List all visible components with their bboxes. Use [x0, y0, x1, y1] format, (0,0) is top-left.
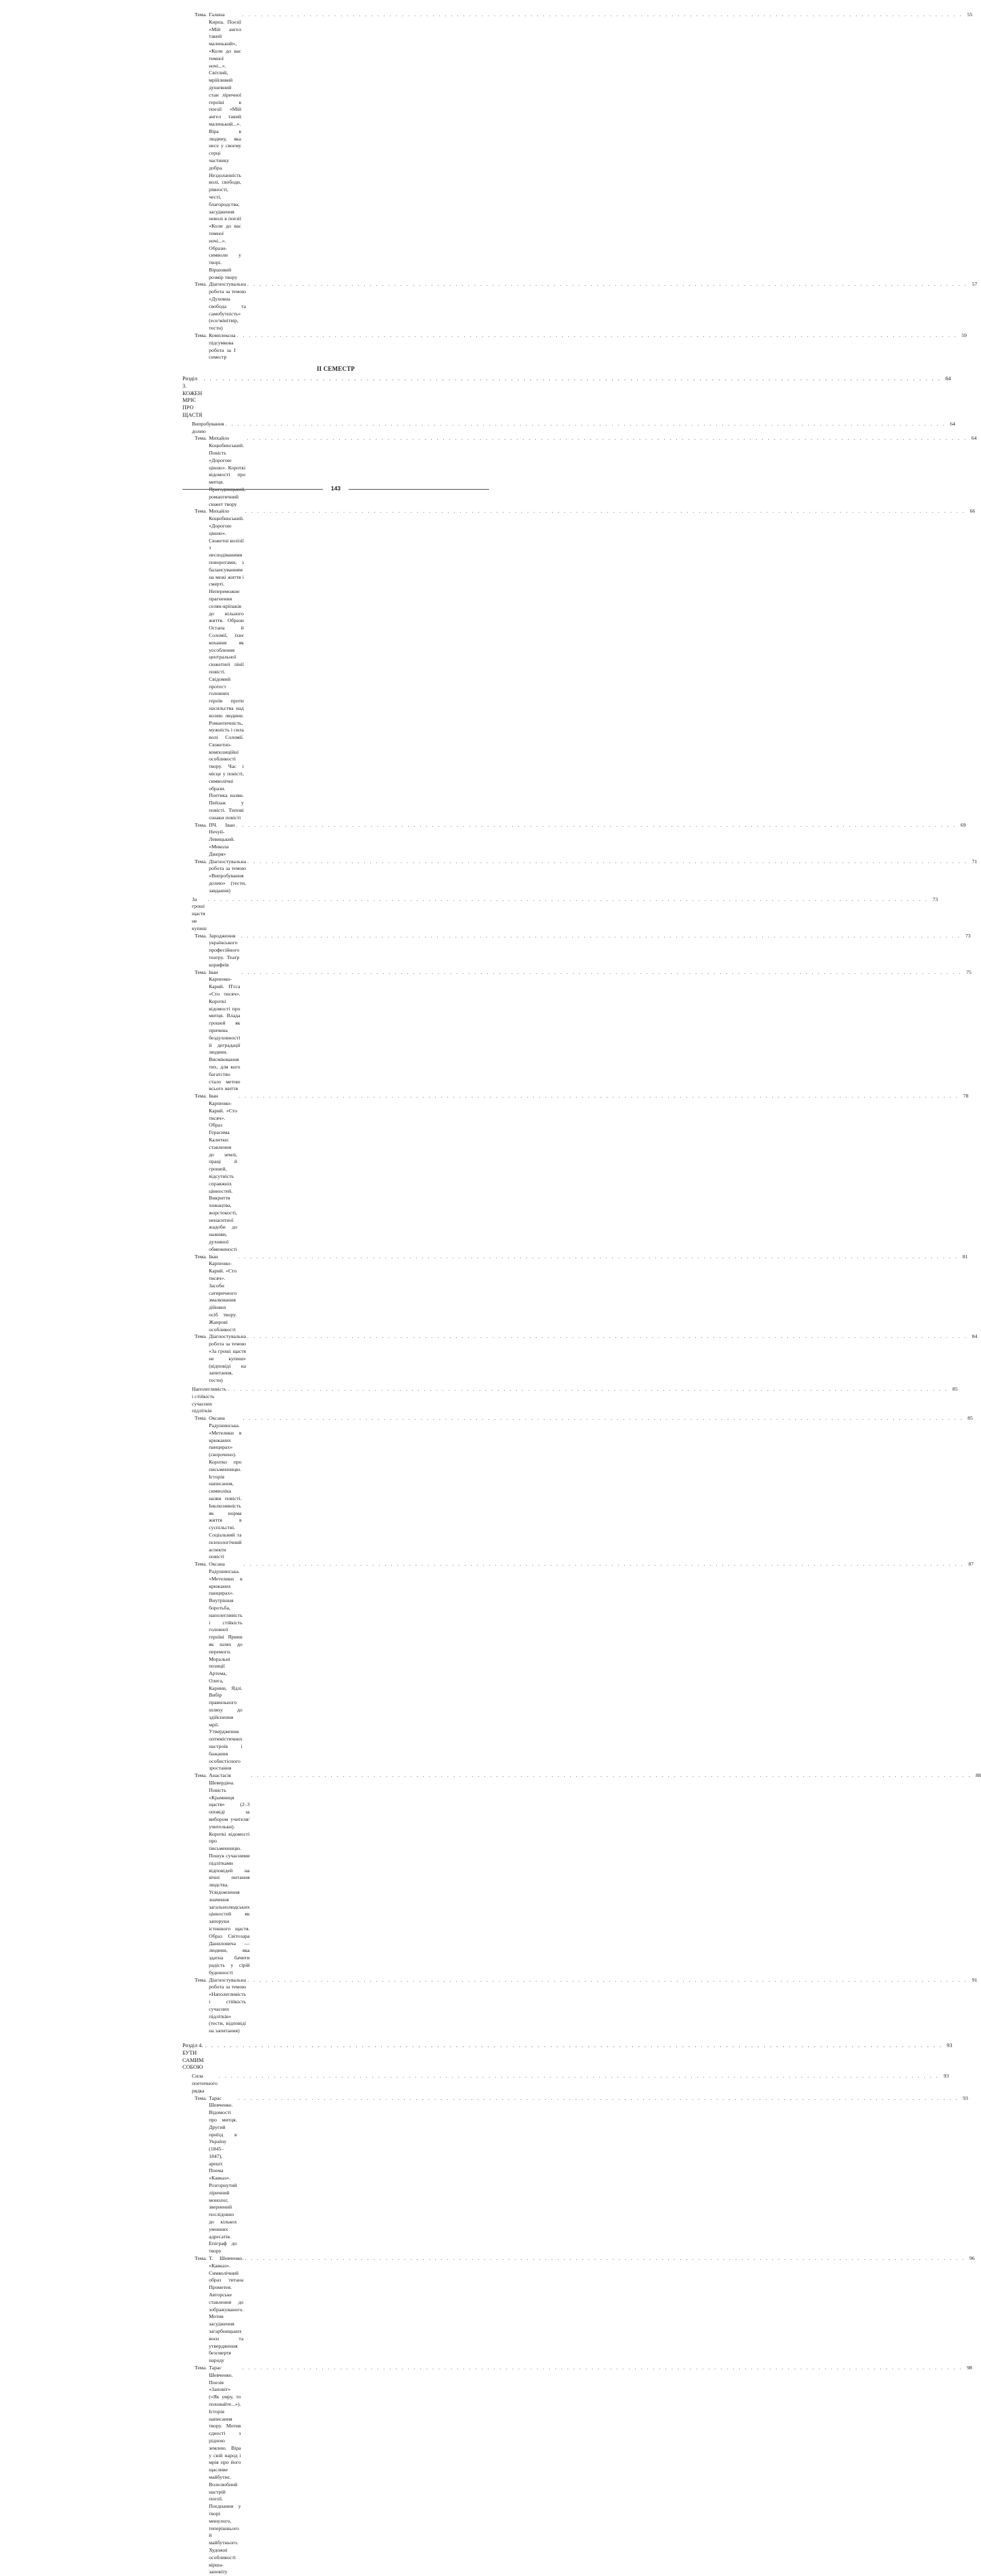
- entry-label: Тема.: [195, 2365, 207, 2371]
- entry-text: ПЧ. Іван Нечуй-Левицький. «Микола Джеря»: [209, 821, 235, 857]
- toc-entry: [182, 281, 978, 332]
- entry-page: 55: [967, 11, 973, 18]
- leader-dots: [247, 435, 967, 442]
- entry-label: Тема.: [195, 858, 207, 865]
- toc-entry: [182, 2255, 975, 2365]
- chapter-4-page: 93: [947, 2042, 953, 2049]
- entry-page: 98: [967, 2365, 972, 2371]
- entry-text: Михайло Коцюбинський. Повість «Дорогою ціною». Короткі відомості про митця. Пригодницький, романтичний сюжет твору: [209, 435, 246, 507]
- subsection-2-row: [182, 896, 938, 933]
- entry-text: Оксана Радушинська. «Метелики в крижаних панцирах» (скорочено). Коротко про письменницю. Історія написання, символіка назви повісті. Інклюзивність як норма життя в суспільстві. Соціальний та психологічний аспекти повісті: [209, 1415, 242, 1560]
- entry-label: Тема.: [195, 1415, 207, 1422]
- entry-page: 84: [972, 1333, 978, 1340]
- entry-page: 75: [966, 969, 972, 975]
- toc-entry: [182, 332, 967, 361]
- entry-body: [209, 1415, 973, 1561]
- entry-text: Галина Кирпа. Поезії «Мій ангел такий маленький», «Коли до вас темної ночі...». Світлий, мрійливий душевний стан ліричної героїні в поезії «Мій ангел такий маленький...». Віра в людину, яка несе у своєму серці частинку добра. Нездоланність волі, свободи, рівності, честі, благородства; засудження неволі в поезії «Коли до вас темної ночі...». Образи-символи у творі. Віршовий розмір твору: [209, 11, 241, 280]
- entry-text: Анастасія Шевердіна. Повість «Крамниця щастя» (2–3 оповіді за вибором учителя/учительки). Короткі відомості про письменницю. Пошук сучасними підлітками відповідей на вічні питання людства. Усвідомлення значення загальнолюдських цінностей як запоруки істинного щастя. Образ Світозара Даниловича — людини, яка здатна бачити радість у сірій буденності: [209, 1772, 250, 1976]
- leader-dots: [243, 11, 963, 19]
- entry-body: [209, 1333, 977, 1385]
- entry-page: 59: [961, 332, 967, 339]
- leader-dots: [238, 1254, 958, 1261]
- entry-text: Іван Карпенко-Карий. «Сто тисяч». Засоби сатиричного змалювання дійових осіб твору. Жанрові особливості: [209, 1253, 237, 1333]
- entry-body: [209, 1977, 977, 2035]
- entry-body: [209, 2255, 975, 2365]
- subsection-3-entries: [182, 1415, 981, 2035]
- leader-dots: [238, 1093, 959, 1100]
- leader-dots: [226, 421, 946, 428]
- entry-text: Тарас Шевченко. Відомості про митця. Другий приїзд в Україну (1845–1847), арешт. Поема «Кавказ». Розгорнутий ліричний монолог, звернений послідовно до кількох умовних адресатів. Епіграф до твору: [209, 2094, 237, 2255]
- subsection-1-entries: [182, 435, 978, 894]
- subsection-4-page: 93: [943, 2073, 949, 2080]
- leader-dots: [203, 376, 941, 383]
- entry-text: Оксана Радушинська. «Метелики в крижаних панцирах». Внутрішня боротьба, наполегливість і стійкість головної героїні Ярини як шлях до перемоги. Моральні позиції Артема, Олега, Карини, Ядзі. Вибір правильного шляху до здійснення мрії. Утвердження оптимістичних настроїв і бажання особистісного зростання: [209, 1561, 243, 1772]
- toc-entry: [182, 932, 971, 969]
- entry-label: Тема.: [195, 2255, 207, 2262]
- toc-entry: [182, 2094, 968, 2256]
- leader-dots: [244, 1561, 964, 1568]
- entry-label: Тема.: [195, 932, 207, 939]
- toc-entry: [182, 435, 977, 508]
- toc-entry: [182, 1333, 978, 1385]
- leader-dots: [251, 1772, 972, 1780]
- entry-text: Іван Карпенко-Карий. «Сто тисяч». Образ Герасима Калитки: ставлення до землі, праці й грошей, відсутність справжніх цінностей. Викриття хижацтва, жорстокості, ненаситної жадоби до наживи, духовної обмеженості: [209, 1093, 238, 1252]
- chapter-4-row: [182, 2042, 953, 2071]
- leader-dots: [241, 933, 961, 940]
- semester-heading: II СЕМЕСТР: [316, 365, 355, 373]
- entry-page: 85: [967, 1415, 973, 1422]
- page-number: 143: [330, 485, 341, 492]
- subsection-1-page: 64: [950, 420, 955, 427]
- entry-page: 64: [971, 435, 977, 442]
- subsection-2-entries: [182, 932, 978, 1385]
- entry-label: Тема.: [195, 332, 207, 339]
- entry-page: 66: [970, 508, 976, 515]
- chapter-3-page: 64: [945, 376, 951, 382]
- subsection-4-entries: [182, 2094, 975, 2576]
- subsection-3-row: [182, 1386, 958, 1415]
- entry-label: Тема.: [195, 1333, 207, 1340]
- entry-label: Тема.: [195, 1093, 207, 1100]
- entry-page: 93: [963, 2094, 968, 2101]
- table-of-contents: [182, 11, 981, 2576]
- entry-text: Михайло Коцюбинський. «Дорогою ціною». Сюжетні колізії з несподіваними поворотами, з балансуванням на межі життя і смерті. Непереможне прагнення селян-кріпаків до вільного життя. Образи Остапа й Соломії, їхнє кохання як уособлення центральної сюжетної лінії повісті. Свідомий протест головних героїв проти насильства над волею людини. Романтичність, мужність і сила волі Соломії. Сюжетно-композиційні особливості твору. Час і місце у повісті, символічні образи. Поетика назви. Пейзаж у повісті. Типові ознаки повісті: [209, 508, 244, 821]
- entry-body: [209, 1772, 981, 1976]
- entry-label: Тема.: [195, 508, 207, 515]
- entry-body: [209, 332, 967, 361]
- leader-dots: [243, 2365, 963, 2372]
- toc-entry: [182, 858, 978, 895]
- leader-dots: [242, 969, 962, 977]
- subsection-2-page: 73: [932, 896, 938, 902]
- entry-body: [209, 11, 972, 281]
- entry-label: Тема.: [195, 1253, 207, 1260]
- chapter-3-row: [182, 376, 951, 419]
- entry-page: 57: [972, 281, 978, 288]
- entry-text: Комплексна підсумкова робота за І семестр: [209, 332, 236, 361]
- leader-dots: [205, 2042, 942, 2050]
- entry-label: Тема.: [195, 1772, 207, 1779]
- entry-label: Тема.: [195, 281, 207, 288]
- entry-label: Тема.: [195, 821, 207, 828]
- entry-body: [209, 933, 970, 969]
- subsection-4-row: [182, 2073, 949, 2094]
- page-footer: [182, 484, 489, 494]
- leader-dots: [237, 332, 957, 340]
- subsection-2-title: За гроші щастя не купиш: [192, 896, 207, 931]
- entry-label: Тема.: [195, 11, 207, 18]
- leader-dots: [238, 2095, 959, 2103]
- entry-label: Тема.: [195, 435, 207, 442]
- entry-page: 71: [972, 858, 978, 865]
- entry-body: [209, 435, 976, 508]
- entry-page: 87: [968, 1561, 974, 1568]
- leader-dots: [245, 2255, 965, 2263]
- entry-body: [209, 969, 972, 1093]
- leader-dots: [219, 2073, 939, 2080]
- chapter-4-title: Розділ 4. БУТИ САМИМ СОБОЮ: [182, 2042, 204, 2071]
- entry-text: Тарас Шевченко. Поезія «Заповіт» («Як умру, то поховайте...»). Історія написання твору. Мотив єдності з рідною землею. Віра у свій народ і мрія про його щасливе майбутнє. Волелюбний настрій поезії. Поєднання у творі минулого, теперішнього й майбутнього. Художні особливості вірша-заповіту: [209, 2365, 241, 2575]
- toc-entry: [182, 508, 976, 821]
- entry-page: 78: [963, 1093, 969, 1100]
- entry-label: Тема.: [195, 1561, 207, 1568]
- entry-text: Т. Шевченко. «Кавказ». Символічний образ титана Прометея. Авторське ставлення до зображуваного. Мотив засудження загарбницьких воєн та утвердження безсмертя народу: [209, 2255, 244, 2364]
- entry-text: Діагностувальна робота за темою «Випробування долею» (тести, завдання): [209, 858, 247, 894]
- subsection-1-row: [182, 420, 955, 436]
- leader-dots: [247, 1977, 967, 1984]
- leader-dots: [228, 1386, 948, 1393]
- entry-label: Тема.: [195, 2094, 207, 2101]
- leader-dots: [245, 508, 965, 515]
- leader-dots: [247, 281, 967, 288]
- chapter-3-title: Розділ 3. КОЖЕН МРІЄ ПРО ЩАСТЯ: [182, 376, 203, 419]
- subsection-3-title: Наполегливість і стійкість сучасних підлітків: [192, 1386, 227, 1414]
- entry-page: 91: [972, 1976, 978, 1983]
- toc-entry: [182, 1253, 968, 1334]
- entry-text: Діагностувальна робота за темою «Духовна свобода та самобутність» (есе/мінітвір, тести): [209, 281, 247, 332]
- toc-entry: [182, 821, 966, 858]
- entry-label: Тема.: [195, 969, 207, 975]
- entry-body: [209, 281, 977, 332]
- entry-body: [209, 2095, 968, 2256]
- entry-page: 73: [965, 932, 971, 939]
- entry-page: 88: [976, 1772, 981, 1779]
- entry-body: [209, 508, 975, 821]
- entry-page: 69: [960, 821, 966, 828]
- entries-top: [182, 11, 978, 361]
- leader-dots: [208, 896, 928, 904]
- entry-body: [209, 1093, 968, 1254]
- subsection-3-page: 85: [952, 1386, 958, 1393]
- toc-entry: [182, 969, 972, 1093]
- entry-page: 96: [969, 2255, 975, 2262]
- entry-text: Іван Карпенко-Карий. П'єса «Сто тисяч». Короткі відомості про митця. Влада грошей як причина бездуховності й деградації людини. Висміювання тих, для кого багатство стало метою всього життя: [209, 969, 241, 1092]
- entry-body: [209, 1561, 974, 1772]
- subsection-1-title: Випробування долею: [192, 420, 224, 434]
- toc-entry: [182, 1561, 974, 1772]
- entry-page: 81: [962, 1253, 968, 1260]
- entry-label: Тема.: [195, 1976, 207, 1983]
- entry-text: Діагностувальна робота за темою «За гроші щастя не купиш» (відповіді на запитання, тести): [209, 1333, 247, 1384]
- toc-entry: [182, 2365, 972, 2576]
- subsection-4-title: Сила поетичного рядка: [192, 2073, 218, 2094]
- toc-entry: [182, 1976, 978, 2035]
- entry-body: [209, 2365, 972, 2576]
- toc-entry: [182, 11, 973, 281]
- entry-text: Діагностувальна робота за темою «Наполегливість і стійкість сучасних підлітків» (тести, відповіді на запитання): [209, 1976, 247, 2034]
- toc-entry: [182, 1772, 981, 1976]
- leader-dots: [247, 1333, 967, 1341]
- leader-dots: [247, 858, 967, 866]
- footer-rule-right: [349, 489, 489, 490]
- entry-body: [209, 858, 977, 895]
- toc-entry: [182, 1093, 969, 1254]
- leader-dots: [236, 822, 956, 829]
- entry-text: Зародження українського професійного театру. Театр корифеїв: [209, 932, 240, 968]
- spacer: [182, 2035, 489, 2040]
- entry-body: [209, 822, 965, 858]
- entry-body: [209, 1254, 967, 1334]
- toc-entry: [182, 1415, 973, 1561]
- leader-dots: [243, 1415, 963, 1422]
